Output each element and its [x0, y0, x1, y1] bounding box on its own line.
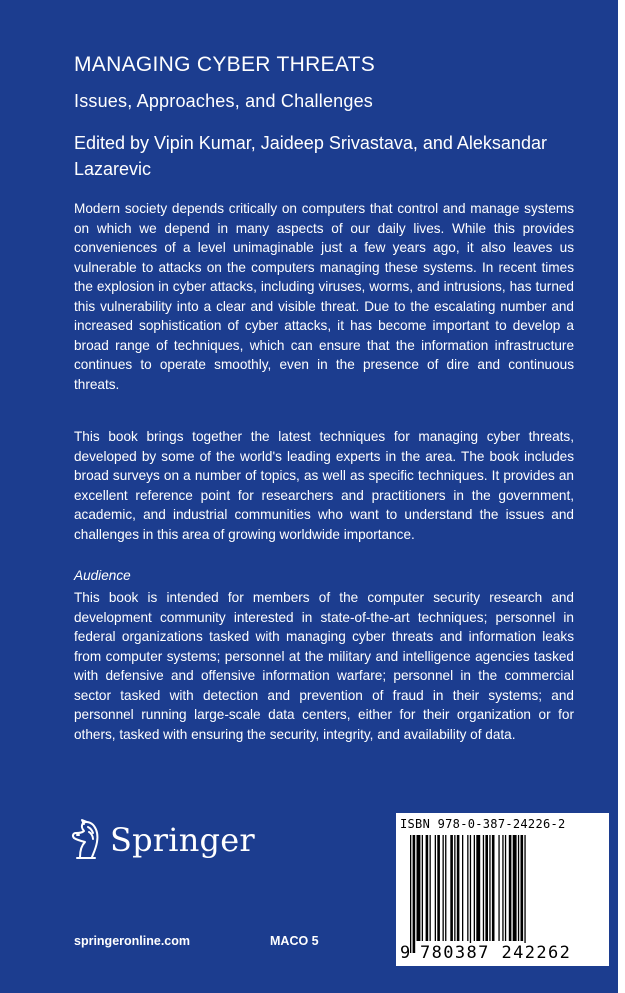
- knight-horse-icon: [68, 818, 104, 862]
- publisher-website: springeronline.com: [74, 934, 190, 948]
- barcode-bar: [426, 835, 429, 941]
- barcode-bar: [521, 835, 524, 941]
- ean-prefix-digit: 9: [400, 943, 411, 963]
- barcode-bar: [524, 835, 525, 953]
- barcode-bar: [443, 835, 444, 941]
- barcode-bar: [422, 835, 423, 941]
- product-code: MACO 5: [270, 934, 319, 948]
- barcode-bar: [417, 835, 421, 941]
- barcode-bar: [435, 835, 436, 941]
- barcode-bar: [467, 835, 468, 941]
- barcode-bar: [474, 835, 475, 941]
- barcode-bar: [450, 835, 453, 941]
- editors-line: Edited by Vipin Kumar, Jaideep Srivastava, and Aleksandar Lazarevic: [74, 133, 547, 179]
- description-paragraph-2: This book brings together the latest techniques for managing cyber threats, developed by some of the world's leading experts in the area. The book includes broad surveys on a number of topics, as well as specific techniques. It provides an excellent reference point for researchers and practitioners in the government, academic, and industrial communities who want to understand the issues and challenges in this area of growing worldwide importance.: [74, 429, 574, 542]
- barcode-bar: [513, 835, 517, 941]
- audience-paragraph: This book is intended for members of the computer security research and development community interested in state-of-the-art techniques; personnel in federal organizations tasked with managing cyber threats and information leaks from computer systems; personnel at the military and intelligence agencies tasked with defensive and offensive information warfare; personnel in the commercial sector tasked with detection and prevention of fraud in their systems; and personnel running large-scale data centers, either for their organization or for others, tasked with ensuring the security, integrity, and availability of data.: [74, 590, 574, 742]
- barcode-bar: [454, 835, 455, 941]
- barcode-bar: [509, 835, 512, 941]
- barcode-bar: [410, 835, 411, 953]
- description-paragraph-1: Modern society depends critically on computers that control and manage systems on which we depend in many aspects of our daily lives. While this provides conveniences of a level unimaginable just a few years ago, it also leaves us vulnerable to attacks on the computers managing these systems. In recent times the explosion in cyber attacks, including viruses, worms, and intrusions, has turned this vulnerability into a clear and visible threat. Due to the escalating number and increased sophistication of cyber attacks, it has become important to develop a broad range of techniques, which can ensure that the information infrastructure continues to operate smoothly, even in the presence of dire and continuous threats.: [74, 201, 574, 392]
- barcode-bar: [437, 835, 440, 941]
- barcode-bar: [470, 835, 471, 953]
- barcode-bar: [489, 835, 490, 941]
- audience-heading: Audience: [74, 568, 131, 583]
- springer-logo: [68, 818, 255, 862]
- barcode-bar: [430, 835, 431, 941]
- isbn-barcode: [396, 813, 609, 966]
- barcode-bar: [413, 835, 416, 953]
- barcode-bar: [483, 835, 484, 941]
- book-title: MANAGING CYBER THREATS: [74, 53, 376, 76]
- barcode-bar: [457, 835, 460, 941]
- barcode-bar: [498, 835, 499, 941]
- ean-digits: 780387 242262: [420, 943, 572, 963]
- isbn-number: ISBN 978-0-387-24226-2: [400, 817, 566, 831]
- barcode-bar: [502, 835, 503, 941]
- barcode-bar: [492, 835, 495, 941]
- barcode-bar: [485, 835, 488, 941]
- book-subtitle: Issues, Approaches, and Challenges: [74, 91, 373, 111]
- publisher-name: Springer: [110, 821, 255, 859]
- barcode-bar: [445, 835, 446, 941]
- barcode-bar: [518, 835, 519, 941]
- right-edge-strip: [618, 0, 625, 993]
- barcode-bar: [462, 835, 463, 941]
- barcode-bar: [505, 835, 506, 941]
- barcode-bar: [476, 835, 480, 941]
- barcode-bars: [402, 835, 602, 953]
